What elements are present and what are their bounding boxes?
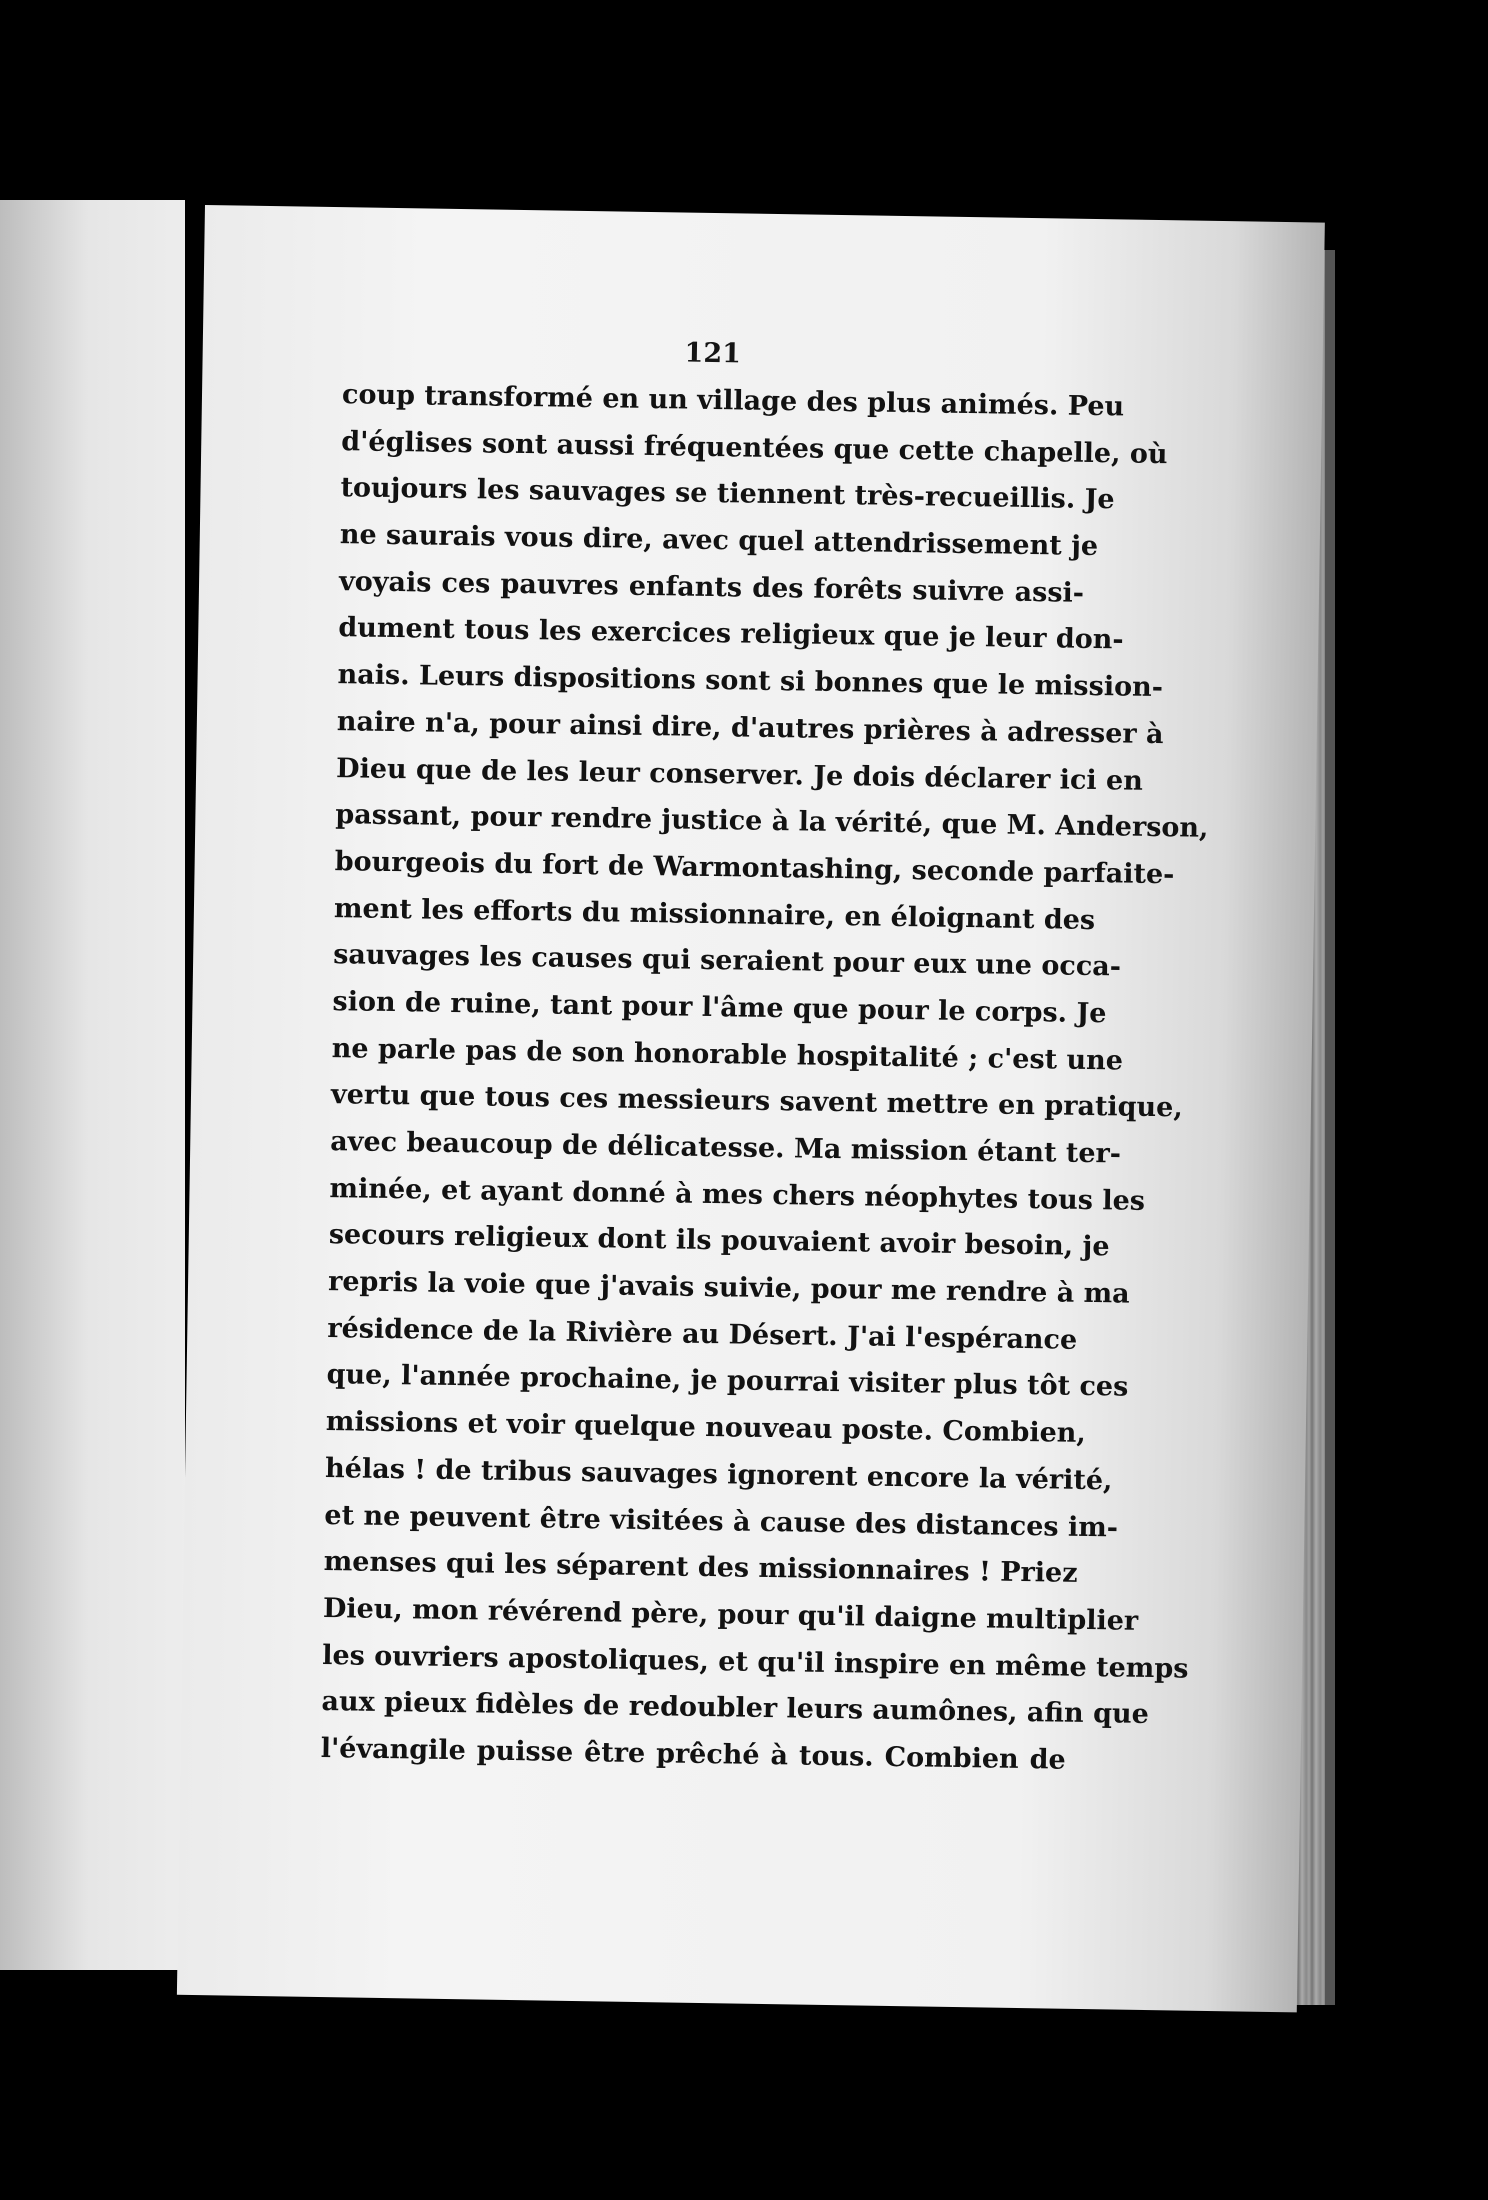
text-line: sion de ruine, tant pour l'âme que pour le corps. Je [332,986,1107,1030]
text-line: voyais ces pauvres enfants des forêts suivre assi- [338,565,1085,609]
text-line: avec beaucoup de délicatesse. Ma mission étant ter- [330,1126,1122,1170]
page-number: 121 [684,337,742,370]
text-line: Dieu, mon révérend père, pour qu'il daigne multiplier [322,1592,1139,1637]
text-line: d'églises sont aussi fréquentées que cette chapelle, où [341,425,1168,470]
text-line: ne saurais vous dire, avec quel attendrissement je [339,519,1099,563]
text-line: coup transformé en un village des plus animés. Peu [341,379,1125,423]
text-line: naire n'a, pour ainsi dire, d'autres prières à adresser à [336,705,1164,750]
page-edge-shadow [1325,250,1335,2005]
text-line: les ouvriers apostoliques, et qu'il inspire en même temps [321,1639,1189,1685]
text-line: Dieu que de les leur conserver. Je dois déclarer ici en [335,752,1144,797]
text-line: hélas ! de tribus sauvages ignorent encore la vérité, [324,1452,1113,1497]
text-line: résidence de la Rivière au Désert. J'ai l'espérance [327,1312,1078,1356]
text-line: menses qui les séparent des missionnaires ! Priez [323,1546,1078,1590]
text-line: sauvages les causes qui seraient pour eux une occa- [332,939,1122,983]
page-body-text [320,372,1209,1784]
text-line: nais. Leurs dispositions sont si bonnes que le mission- [337,659,1164,704]
text-line: dument tous les exercices religieux que je leur don- [338,612,1124,656]
text-line: vertu que tous ces messieurs savent mettre en pratique, [330,1079,1184,1124]
text-line: ne parle pas de son honorable hospitalité ; c'est une [331,1032,1124,1077]
text-line: repris la voie que j'avais suivie, pour me rendre à ma [327,1266,1130,1310]
text-line: ment les efforts du missionnaire, en éloignant des [333,892,1096,936]
text-line: et ne peuvent être visitées à cause des distances im- [324,1499,1119,1544]
text-line: passant, pour rendre justice à la vérité, que M. Anderson, [335,799,1209,845]
text-line: bourgeois du fort de Warmontashing, seconde parfaite- [334,845,1175,891]
text-line: aux pieux fidèles de redoubler leurs aumônes, afin que [321,1686,1150,1731]
text-line: toujours les sauvages se tiennent très-recueillis. Je [340,472,1115,516]
text-line: minée, et ayant donné à mes chers néophytes tous les [329,1172,1146,1217]
right-page [177,205,1325,2012]
text-line: secours religieux dont ils pouvaient avoir besoin, je [328,1219,1110,1263]
text-line: missions et voir quelque nouveau poste. Combien, [325,1406,1087,1450]
text-line: l'évangile puisse être prêché à tous. Combien de [320,1732,1066,1776]
text-line: que, l'année prochaine, je pourrai visiter plus tôt ces [326,1359,1129,1404]
